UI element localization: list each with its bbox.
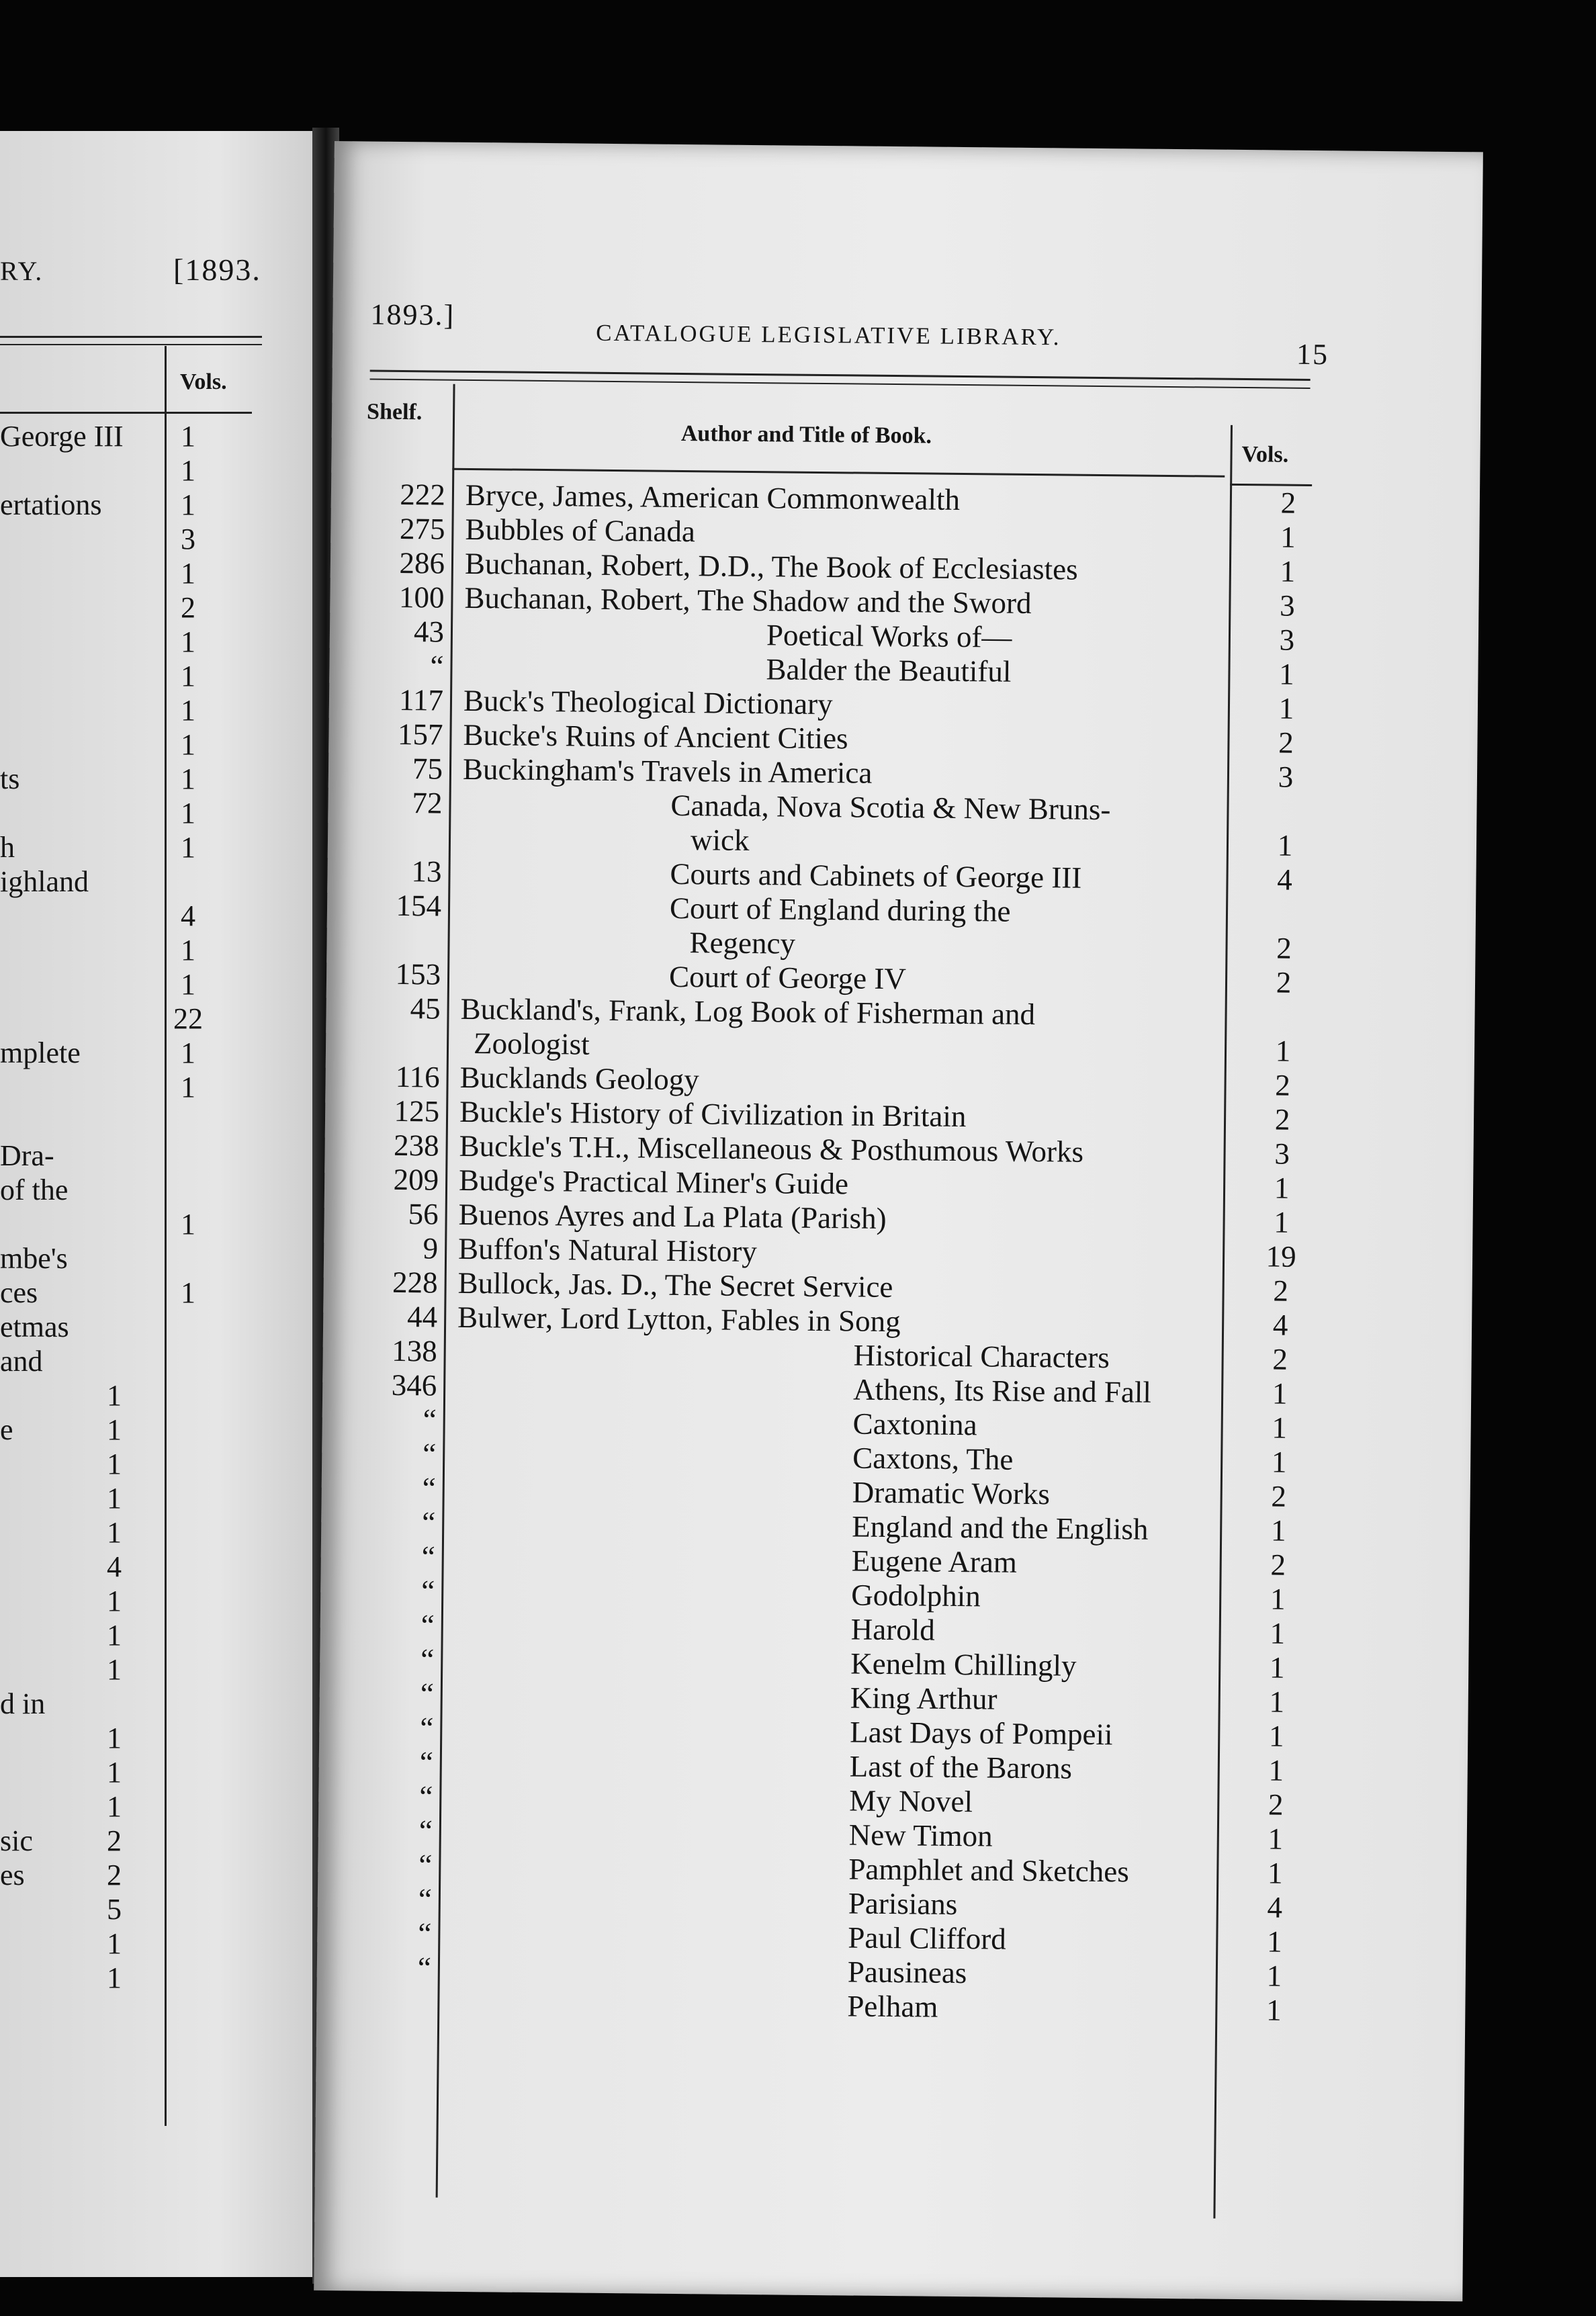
left-volume-count: 1 <box>181 660 195 693</box>
left-volume-count: 1 <box>107 1961 122 1994</box>
left-volume-count: 1 <box>107 1619 122 1652</box>
left-volume-count: 2 <box>181 591 195 624</box>
book-title: Kenelm Chillingly <box>850 1646 1077 1683</box>
book-title: Buchanan, Robert, The Shadow and the Sword <box>464 580 1032 620</box>
left-volume-count: 4 <box>107 1550 122 1583</box>
left-volume-count: 1 <box>107 1516 122 1549</box>
left-title-fragment: etmas <box>0 1310 69 1343</box>
left-title-fragment: d in <box>0 1687 46 1720</box>
volume-count: 1 <box>1274 1171 1290 1205</box>
shelf-number: “ <box>419 1745 434 1779</box>
shelf-number: 154 <box>396 888 442 923</box>
book-title: King Arthur <box>850 1681 998 1716</box>
shelf-number: “ <box>418 1848 433 1882</box>
book-title: Courts and Cabinets of George III <box>670 856 1082 895</box>
volume-count: 2 <box>1278 725 1294 760</box>
book-title: Caxtonina <box>852 1407 977 1442</box>
left-header-rule <box>0 336 262 338</box>
shelf-number: 286 <box>399 545 445 580</box>
volume-count: 1 <box>1271 1445 1287 1479</box>
volume-count: 1 <box>1275 1034 1291 1068</box>
left-volume-count: 1 <box>181 1036 195 1069</box>
volume-count: 1 <box>1269 1650 1285 1685</box>
left-volume-count: 1 <box>181 762 195 795</box>
shelf-number: “ <box>418 1916 432 1951</box>
left-header-year: [1893. <box>173 253 261 287</box>
shelf-number <box>344 1984 431 1985</box>
volume-count: 2 <box>1273 1274 1289 1308</box>
volume-count: 19 <box>1266 1239 1296 1274</box>
left-page <box>0 131 312 2277</box>
volume-count: 4 <box>1272 1308 1288 1342</box>
left-title-fragment: George III <box>0 420 124 453</box>
volume-count: 2 <box>1271 1479 1287 1513</box>
left-title-fragment: mplete <box>0 1036 81 1069</box>
volume-count: 1 <box>1270 1582 1286 1616</box>
volume-count: 3 <box>1279 588 1295 623</box>
right-page <box>314 141 1483 2301</box>
volume-count: 1 <box>1272 1411 1288 1445</box>
shelf-number: 72 <box>412 786 443 820</box>
volume-count: 1 <box>1270 1616 1286 1650</box>
book-title: Court of George IV <box>668 959 907 996</box>
shelf-number: “ <box>419 1779 433 1814</box>
book-title: Last Days of Pompeii <box>850 1715 1113 1752</box>
author-title-column-header: Author and Title of Book. <box>680 420 932 449</box>
book-title: Buenos Ayres and La Plata (Parish) <box>458 1197 887 1235</box>
shelf-number: 9 <box>423 1231 439 1265</box>
volume-count: 1 <box>1277 828 1293 862</box>
volume-count: 1 <box>1268 1719 1284 1753</box>
shelf-number: “ <box>422 1505 436 1540</box>
page-header-title: CATALOGUE LEGISLATIVE LIBRARY. <box>596 319 1061 351</box>
left-volume-count: 1 <box>107 1927 122 1960</box>
left-volume-count: 3 <box>181 523 195 555</box>
volume-count: 2 <box>1272 1342 1288 1376</box>
book-title: England and the English <box>851 1509 1149 1546</box>
book-title: wick <box>690 823 750 857</box>
vols-column-header: Vols. <box>1241 441 1289 467</box>
shelf-number: “ <box>418 1882 433 1916</box>
shelf-number: 43 <box>413 615 445 649</box>
volume-count: 1 <box>1278 691 1294 725</box>
book-title: Dramatic Works <box>852 1475 1051 1511</box>
shelf-number: 56 <box>408 1197 439 1231</box>
left-title-fragment: ces <box>0 1276 38 1309</box>
page-header-year: 1893.] <box>370 298 455 332</box>
volume-count <box>1262 794 1309 795</box>
book-title: Bryce, James, American Commonwealth <box>465 478 961 517</box>
shelf-number: “ <box>420 1608 435 1642</box>
left-volume-count: 1 <box>181 420 195 453</box>
left-volume-count: 1 <box>181 934 195 967</box>
left-title-fragment: e <box>0 1413 13 1446</box>
book-title: Eugene Aram <box>851 1544 1018 1579</box>
header-rule-2 <box>370 379 1311 389</box>
shelf-number: 13 <box>411 854 442 889</box>
left-volume-count: 1 <box>181 694 195 727</box>
left-volume-count: 1 <box>181 557 195 590</box>
volume-count: 1 <box>1274 1205 1290 1239</box>
book-title: My Novel <box>849 1783 973 1819</box>
left-volume-count: 1 <box>107 1790 122 1823</box>
shelf-number: 209 <box>393 1162 439 1197</box>
shelf-number: 75 <box>412 752 443 786</box>
volume-count: 2 <box>1274 1102 1290 1137</box>
left-vols-header: Vols. <box>180 369 227 394</box>
shelf-number: “ <box>420 1677 435 1711</box>
left-volume-count: 5 <box>107 1893 122 1926</box>
left-volume-count: 1 <box>181 454 195 487</box>
left-title-fragment: ertations <box>0 488 102 521</box>
shelf-number: “ <box>423 1402 437 1437</box>
shelf-number: 222 <box>400 477 446 512</box>
left-volume-count: 1 <box>181 1276 195 1309</box>
shelf-number: 100 <box>398 580 445 615</box>
left-volume-count: 1 <box>107 1482 122 1515</box>
volume-count: 3 <box>1278 760 1294 794</box>
volume-count: 1 <box>1267 1856 1283 1890</box>
shelf-number: “ <box>421 1574 435 1608</box>
shelf-number: “ <box>423 1437 437 1471</box>
left-volume-count: 2 <box>107 1859 122 1891</box>
book-title: Canada, Nova Scotia & New Bruns- <box>670 788 1111 827</box>
volume-count: 4 <box>1267 1890 1283 1924</box>
book-title: Last of the Barons <box>849 1749 1073 1785</box>
volume-count: 2 <box>1280 486 1296 520</box>
book-title: Buckingham's Travels in America <box>462 752 873 790</box>
left-volume-count: 1 <box>181 625 195 658</box>
book-title: Regency <box>689 926 796 961</box>
shelf-number: 117 <box>398 682 444 717</box>
book-title: Harold <box>850 1612 935 1647</box>
book-title: Buck's Theological Dictionary <box>463 683 833 721</box>
volume-count: 1 <box>1280 520 1296 554</box>
shelf-number: 138 <box>391 1333 437 1368</box>
left-volume-count: 1 <box>181 1208 195 1241</box>
shelf-number: “ <box>420 1642 435 1677</box>
left-volume-count: 1 <box>107 1653 122 1686</box>
volume-count: 1 <box>1278 657 1294 691</box>
page-number: 15 <box>1296 337 1329 371</box>
book-title: Pelham <box>847 1989 938 2024</box>
left-header-fragment: RY. <box>0 256 44 286</box>
left-title-fragment: es <box>0 1859 25 1891</box>
left-volume-count: 1 <box>181 728 195 761</box>
volume-count: 1 <box>1268 1753 1284 1787</box>
shelf-number: 125 <box>394 1094 440 1128</box>
left-volume-count: 4 <box>181 899 195 932</box>
left-header-rule-2 <box>0 344 262 345</box>
left-volume-count: 1 <box>181 831 195 864</box>
shelf-number <box>354 922 441 923</box>
volume-count: 2 <box>1268 1787 1284 1822</box>
left-volume-count: 22 <box>173 1002 203 1035</box>
book-title: Balder the Beautiful <box>766 652 1012 688</box>
shelf-number: 45 <box>410 991 441 1026</box>
book-title: Bullock, Jas. D., The Secret Service <box>457 1265 893 1304</box>
book-title: Godolphin <box>851 1578 981 1613</box>
left-volume-count: 1 <box>107 1379 122 1412</box>
book-title: Buffon's Natural History <box>457 1231 758 1269</box>
book-title: Budge's Practical Miner's Guide <box>458 1163 849 1201</box>
volume-count: 2 <box>1276 965 1292 999</box>
left-title-fragment: sic <box>0 1824 33 1857</box>
left-title-fragment: mbe's <box>0 1242 68 1275</box>
shelf-number: 238 <box>393 1128 439 1163</box>
volume-count: 1 <box>1266 1959 1282 1993</box>
left-title-fragment: Dra- <box>0 1139 54 1172</box>
volume-count: 1 <box>1270 1513 1286 1548</box>
left-volume-count: 2 <box>107 1824 122 1857</box>
book-title: Bubbles of Canada <box>465 512 696 549</box>
shelf-number <box>353 1025 440 1026</box>
book-title: Paul Clifford <box>848 1920 1007 1956</box>
volume-count <box>1260 999 1307 1000</box>
volume-count: 1 <box>1280 554 1296 588</box>
left-title-fragment: ighland <box>0 865 89 898</box>
book-title: Buckland's, Frank, Log Book of Fisherman and <box>460 991 1036 1032</box>
book-title: Athens, Its Rise and Fall <box>852 1372 1152 1409</box>
volume-count: 1 <box>1272 1376 1288 1411</box>
shelf-number: 228 <box>392 1265 438 1300</box>
volume-count: 2 <box>1275 1068 1291 1102</box>
book-title: Caxtons, The <box>852 1441 1014 1476</box>
book-title: Court of England during the <box>669 891 1011 928</box>
left-volume-count: 1 <box>107 1722 122 1754</box>
left-title-fragment: of the <box>0 1173 69 1206</box>
book-title: Buchanan, Robert, D.D., The Book of Ecclesiastes <box>464 546 1078 586</box>
book-title: Buckle's History of Civilization in Britain <box>459 1094 967 1134</box>
shelf-number: 157 <box>397 717 443 752</box>
shelf-number: “ <box>422 1471 436 1505</box>
book-title: Pausineas <box>847 1955 967 1990</box>
left-title-fragment: ts <box>0 762 20 795</box>
left-title-fragment: h <box>0 831 15 864</box>
shelf-column-header: Shelf. <box>366 399 423 425</box>
shelf-number: “ <box>417 1951 432 1985</box>
shelf-number: 153 <box>395 956 441 991</box>
left-volume-count: 1 <box>107 1756 122 1789</box>
book-title: Historical Characters <box>853 1338 1110 1375</box>
left-volume-count: 1 <box>107 1448 122 1480</box>
left-volume-count: 1 <box>181 488 195 521</box>
book-title: Bulwer, Lord Lytton, Fables in Song <box>457 1300 901 1339</box>
shelf-number <box>355 819 442 820</box>
volume-count: 3 <box>1279 623 1295 657</box>
left-column-rule <box>0 412 252 414</box>
shelf-number: 275 <box>399 511 445 546</box>
book-title: Pamphlet and Sketches <box>848 1852 1129 1889</box>
shelf-number: 116 <box>395 1059 440 1094</box>
book-title: Poetical Works of— <box>766 618 1012 654</box>
shelf-number: “ <box>420 1711 434 1745</box>
volume-count: 1 <box>1268 1822 1284 1856</box>
book-title: Zoologist <box>473 1026 590 1061</box>
shelf-number: 44 <box>406 1300 438 1334</box>
book-title: Buckle's T.H., Miscellaneous & Posthumous Works <box>459 1128 1084 1169</box>
left-vols-divider <box>165 346 167 2126</box>
shelf-number: 346 <box>391 1368 437 1402</box>
book-title: Parisians <box>848 1886 958 1922</box>
left-volume-count: 1 <box>181 968 195 1001</box>
volume-count: 2 <box>1276 931 1292 965</box>
shelf-number: “ <box>430 649 444 683</box>
volume-count: 1 <box>1269 1685 1285 1719</box>
volume-count: 1 <box>1266 1924 1282 1959</box>
volume-count: 2 <box>1270 1548 1286 1582</box>
left-volume-count: 1 <box>107 1585 122 1617</box>
shelf-number: “ <box>421 1540 436 1574</box>
column-header-rule <box>452 468 1225 478</box>
left-volume-count: 1 <box>181 797 195 830</box>
left-volume-count: 1 <box>107 1413 122 1446</box>
header-rule <box>370 370 1311 381</box>
volume-count: 4 <box>1277 862 1292 897</box>
book-title: Bucklands Geology <box>459 1060 700 1097</box>
book-title: New Timon <box>848 1818 993 1853</box>
shelf-number: “ <box>418 1814 433 1848</box>
volume-count: 1 <box>1266 1993 1282 2027</box>
left-title-fragment: and <box>0 1345 43 1378</box>
volume-count: 3 <box>1274 1137 1290 1171</box>
book-title: Bucke's Ruins of Ancient Cities <box>463 717 848 756</box>
left-volume-count: 1 <box>181 1071 195 1104</box>
